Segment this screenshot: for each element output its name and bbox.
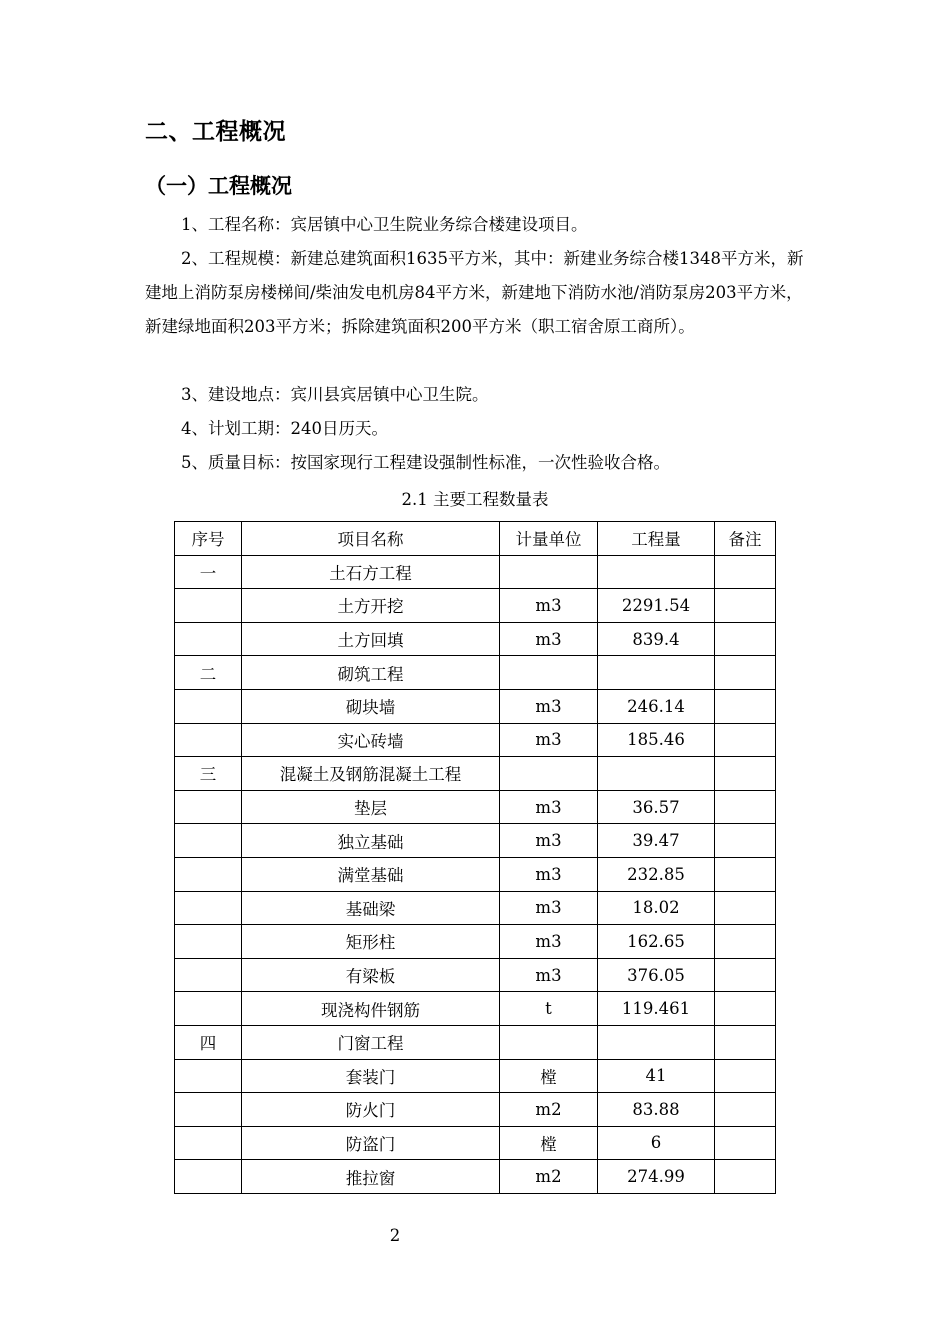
cell-index xyxy=(175,1093,242,1127)
header-remarks: 备注 xyxy=(715,522,776,556)
cell-index: 三 xyxy=(175,757,242,791)
cell-item-name: 有梁板 xyxy=(242,958,500,992)
section-title: 二、工程概况 xyxy=(145,119,286,145)
cell-quantity: 6 xyxy=(598,1126,715,1160)
paragraph-quality-goal: 5、质量目标：按国家现行工程建设强制性标准，一次性验收合格。 xyxy=(181,453,670,472)
table-row xyxy=(175,857,776,891)
cell-item-name: 垫层 xyxy=(242,790,500,824)
page-number: 2 xyxy=(389,1226,401,1245)
cell-quantity: 41 xyxy=(598,1059,715,1093)
cell-index: 四 xyxy=(175,1025,242,1059)
cell-remarks xyxy=(715,925,776,959)
cell-unit: m3 xyxy=(500,589,598,623)
cell-index xyxy=(175,723,242,757)
cell-item-name: 防盗门 xyxy=(242,1126,500,1160)
table-row xyxy=(175,824,776,858)
cell-unit: 樘 xyxy=(500,1059,598,1093)
header-quantity: 工程量 xyxy=(598,522,715,556)
cell-item-name: 防火门 xyxy=(242,1093,500,1127)
cell-remarks xyxy=(715,857,776,891)
cell-remarks xyxy=(715,790,776,824)
cell-index xyxy=(175,689,242,723)
cell-item-name: 门窗工程 xyxy=(242,1025,500,1059)
table-row xyxy=(175,1025,776,1059)
cell-unit: t xyxy=(500,992,598,1026)
table-row xyxy=(175,1160,776,1194)
cell-quantity: 232.85 xyxy=(598,857,715,891)
cell-unit: m3 xyxy=(500,689,598,723)
table-row xyxy=(175,958,776,992)
cell-quantity: 36.57 xyxy=(598,790,715,824)
cell-quantity xyxy=(598,757,715,791)
cell-item-name: 土方回填 xyxy=(242,622,500,656)
table-header-row xyxy=(175,522,776,556)
cell-quantity: 83.88 xyxy=(598,1093,715,1127)
cell-quantity: 274.99 xyxy=(598,1160,715,1194)
cell-remarks xyxy=(715,656,776,690)
header-item-name: 项目名称 xyxy=(242,522,500,556)
cell-unit xyxy=(500,555,598,589)
cell-index xyxy=(175,857,242,891)
cell-unit: m3 xyxy=(500,857,598,891)
table-row xyxy=(175,1093,776,1127)
table-row xyxy=(175,555,776,589)
cell-item-name: 混凝土及钢筋混凝土工程 xyxy=(242,757,500,791)
cell-quantity: 18.02 xyxy=(598,891,715,925)
table-body xyxy=(175,555,776,1193)
cell-index: 二 xyxy=(175,656,242,690)
table-row xyxy=(175,925,776,959)
cell-remarks xyxy=(715,1059,776,1093)
cell-remarks xyxy=(715,1126,776,1160)
cell-unit: 樘 xyxy=(500,1126,598,1160)
cell-unit: m3 xyxy=(500,891,598,925)
table-row xyxy=(175,1059,776,1093)
cell-index xyxy=(175,1126,242,1160)
cell-remarks xyxy=(715,992,776,1026)
cell-remarks xyxy=(715,622,776,656)
cell-item-name: 土石方工程 xyxy=(242,555,500,589)
cell-quantity xyxy=(598,656,715,690)
table-caption: 2.1 主要工程数量表 xyxy=(401,490,549,509)
cell-unit: m3 xyxy=(500,824,598,858)
paragraph-project-scale: 2、工程规模：新建总建筑面积1635平方米，其中：新建业务综合楼1348平方米，新建地上消防泵房楼梯间/柴油发电机房84平方米，新建地下消防水池/消防泵房203平方米，新建绿地面积203平方米；拆除建筑面积200平方米（职工宿舍原工商所）。 xyxy=(145,249,804,336)
table-row xyxy=(175,891,776,925)
cell-item-name: 实心砖墙 xyxy=(242,723,500,757)
cell-remarks xyxy=(715,689,776,723)
cell-quantity: 39.47 xyxy=(598,824,715,858)
cell-item-name: 砌筑工程 xyxy=(242,656,500,690)
quantity-table xyxy=(174,521,776,1194)
cell-unit xyxy=(500,656,598,690)
cell-remarks xyxy=(715,824,776,858)
cell-index xyxy=(175,589,242,623)
cell-index xyxy=(175,1160,242,1194)
cell-unit: m3 xyxy=(500,790,598,824)
cell-quantity: 246.14 xyxy=(598,689,715,723)
cell-item-name: 满堂基础 xyxy=(242,857,500,891)
cell-item-name: 土方开挖 xyxy=(242,589,500,623)
cell-quantity: 119.461 xyxy=(598,992,715,1026)
cell-index xyxy=(175,891,242,925)
cell-quantity: 2291.54 xyxy=(598,589,715,623)
cell-quantity xyxy=(598,555,715,589)
cell-unit: m3 xyxy=(500,723,598,757)
table-row xyxy=(175,622,776,656)
cell-unit xyxy=(500,757,598,791)
table-row xyxy=(175,656,776,690)
cell-unit: m2 xyxy=(500,1160,598,1194)
paragraph-project-name: 1、工程名称：宾居镇中心卫生院业务综合楼建设项目。 xyxy=(181,215,588,234)
cell-remarks xyxy=(715,958,776,992)
table-row xyxy=(175,589,776,623)
table-row xyxy=(175,1126,776,1160)
cell-remarks xyxy=(715,891,776,925)
table-row xyxy=(175,790,776,824)
cell-unit: m2 xyxy=(500,1093,598,1127)
cell-item-name: 矩形柱 xyxy=(242,925,500,959)
cell-index xyxy=(175,824,242,858)
cell-index xyxy=(175,622,242,656)
table-row xyxy=(175,992,776,1026)
cell-quantity: 185.46 xyxy=(598,723,715,757)
cell-index xyxy=(175,1059,242,1093)
subsection-title: （一）工程概况 xyxy=(145,174,292,198)
header-index: 序号 xyxy=(175,522,242,556)
paragraph-duration: 4、计划工期：240日历天。 xyxy=(181,419,388,438)
cell-remarks xyxy=(715,1093,776,1127)
table-row xyxy=(175,723,776,757)
cell-item-name: 现浇构件钢筋 xyxy=(242,992,500,1026)
cell-quantity: 376.05 xyxy=(598,958,715,992)
cell-index xyxy=(175,958,242,992)
cell-unit xyxy=(500,1025,598,1059)
cell-item-name: 基础梁 xyxy=(242,891,500,925)
cell-remarks xyxy=(715,723,776,757)
cell-item-name: 独立基础 xyxy=(242,824,500,858)
cell-index xyxy=(175,992,242,1026)
cell-quantity: 162.65 xyxy=(598,925,715,959)
table-row xyxy=(175,689,776,723)
table-row xyxy=(175,757,776,791)
cell-item-name: 推拉窗 xyxy=(242,1160,500,1194)
cell-remarks xyxy=(715,1025,776,1059)
cell-index xyxy=(175,790,242,824)
cell-unit: m3 xyxy=(500,622,598,656)
cell-remarks xyxy=(715,1160,776,1194)
paragraph-location: 3、建设地点：宾川县宾居镇中心卫生院。 xyxy=(181,385,489,404)
cell-index: 一 xyxy=(175,555,242,589)
cell-remarks xyxy=(715,555,776,589)
cell-unit: m3 xyxy=(500,958,598,992)
cell-unit: m3 xyxy=(500,925,598,959)
cell-remarks xyxy=(715,589,776,623)
cell-index xyxy=(175,925,242,959)
cell-remarks xyxy=(715,757,776,791)
header-unit: 计量单位 xyxy=(500,522,598,556)
cell-quantity: 839.4 xyxy=(598,622,715,656)
cell-quantity xyxy=(598,1025,715,1059)
cell-item-name: 砌块墙 xyxy=(242,689,500,723)
cell-item-name: 套装门 xyxy=(242,1059,500,1093)
